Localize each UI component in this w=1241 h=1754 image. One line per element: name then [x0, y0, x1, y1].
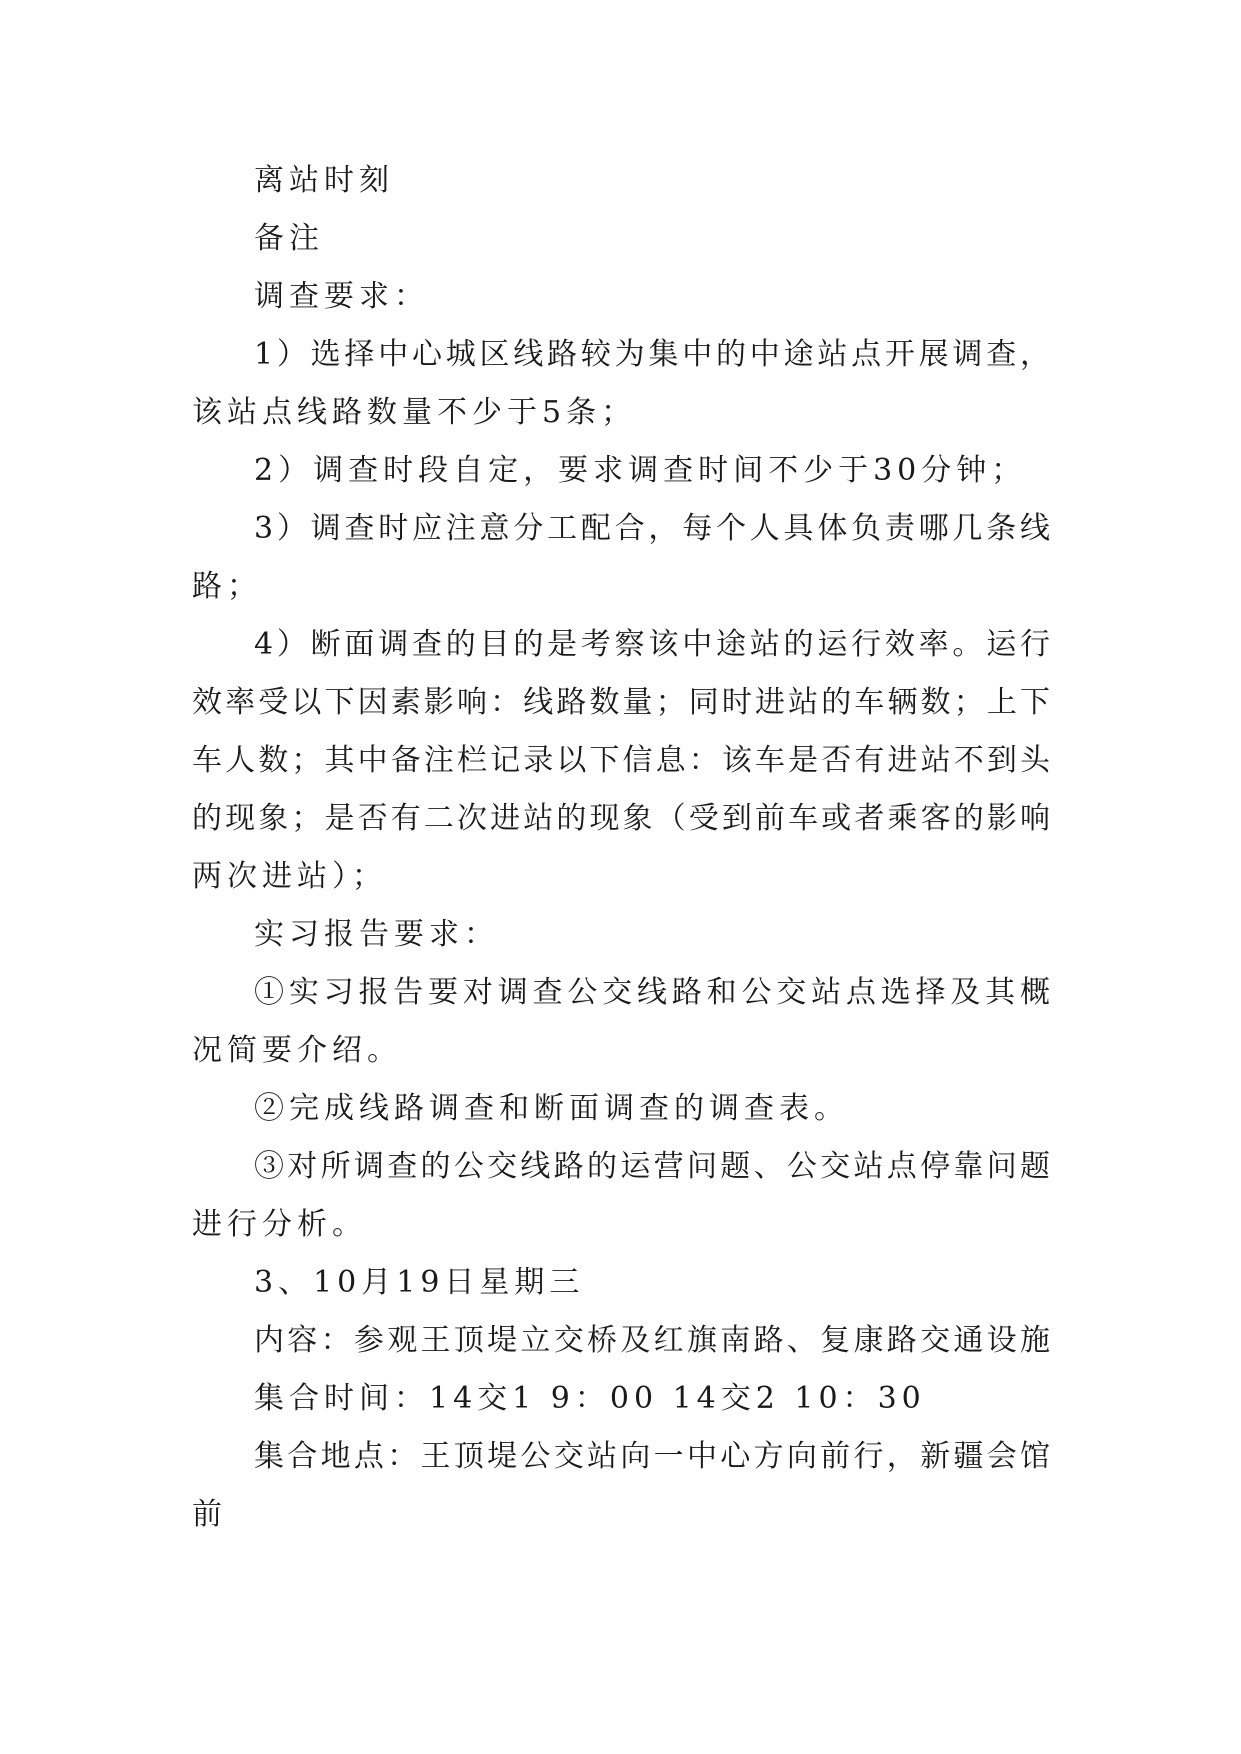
text-line: 内容：参观王顶堤立交桥及红旗南路、复康路交通设施: [254, 1323, 1050, 1358]
text-line: 3）调查时应注意分工配合，每个人具体负责哪几条线: [254, 511, 1050, 546]
text-line: 备注: [254, 221, 324, 256]
text-line: 两次进站）；: [192, 859, 387, 894]
text-line: 集合地点：王顶堤公交站向一中心方向前行，新疆会馆: [254, 1439, 1050, 1474]
text-line: 4）断面调查的目的是考察该中途站的运行效率。运行: [254, 627, 1050, 662]
section-heading: 调查要求：: [254, 279, 429, 314]
text-line: ①实习报告要对调查公交线路和公交站点选择及其概: [254, 975, 1050, 1010]
section-heading: 实习报告要求：: [254, 917, 499, 952]
text-line: 车人数；其中备注栏记录以下信息：该车是否有进站不到头: [192, 743, 1050, 778]
text-line: 路；: [192, 569, 262, 604]
document-page: [192, 152, 1050, 1544]
text-line: 进行分析。: [192, 1207, 367, 1242]
text-line: 该站点线路数量不少于5条；: [192, 395, 637, 430]
text-line: 的现象；是否有二次进站的现象（受到前车或者乘客的影响: [192, 801, 1050, 836]
text-line: 集合时间：14交1 9：00 14交2 10：30: [254, 1381, 926, 1416]
text-line: 2）调查时段自定，要求调查时间不少于30分钟；: [254, 453, 1027, 488]
text-line: 离站时刻: [254, 163, 394, 198]
text-line: ③对所调查的公交线路的运营问题、公交站点停靠问题: [254, 1149, 1050, 1184]
text-line: ②完成线路调查和断面调查的调查表。: [254, 1091, 849, 1126]
text-line: 前: [192, 1497, 227, 1532]
text-line: 况简要介绍。: [192, 1033, 402, 1068]
text-line: 效率受以下因素影响：线路数量；同时进站的车辆数；上下: [192, 685, 1050, 720]
section-heading: 3、10月19日星期三: [254, 1265, 585, 1300]
text-line: 1）选择中心城区线路较为集中的中途站点开展调查，: [254, 337, 1050, 372]
